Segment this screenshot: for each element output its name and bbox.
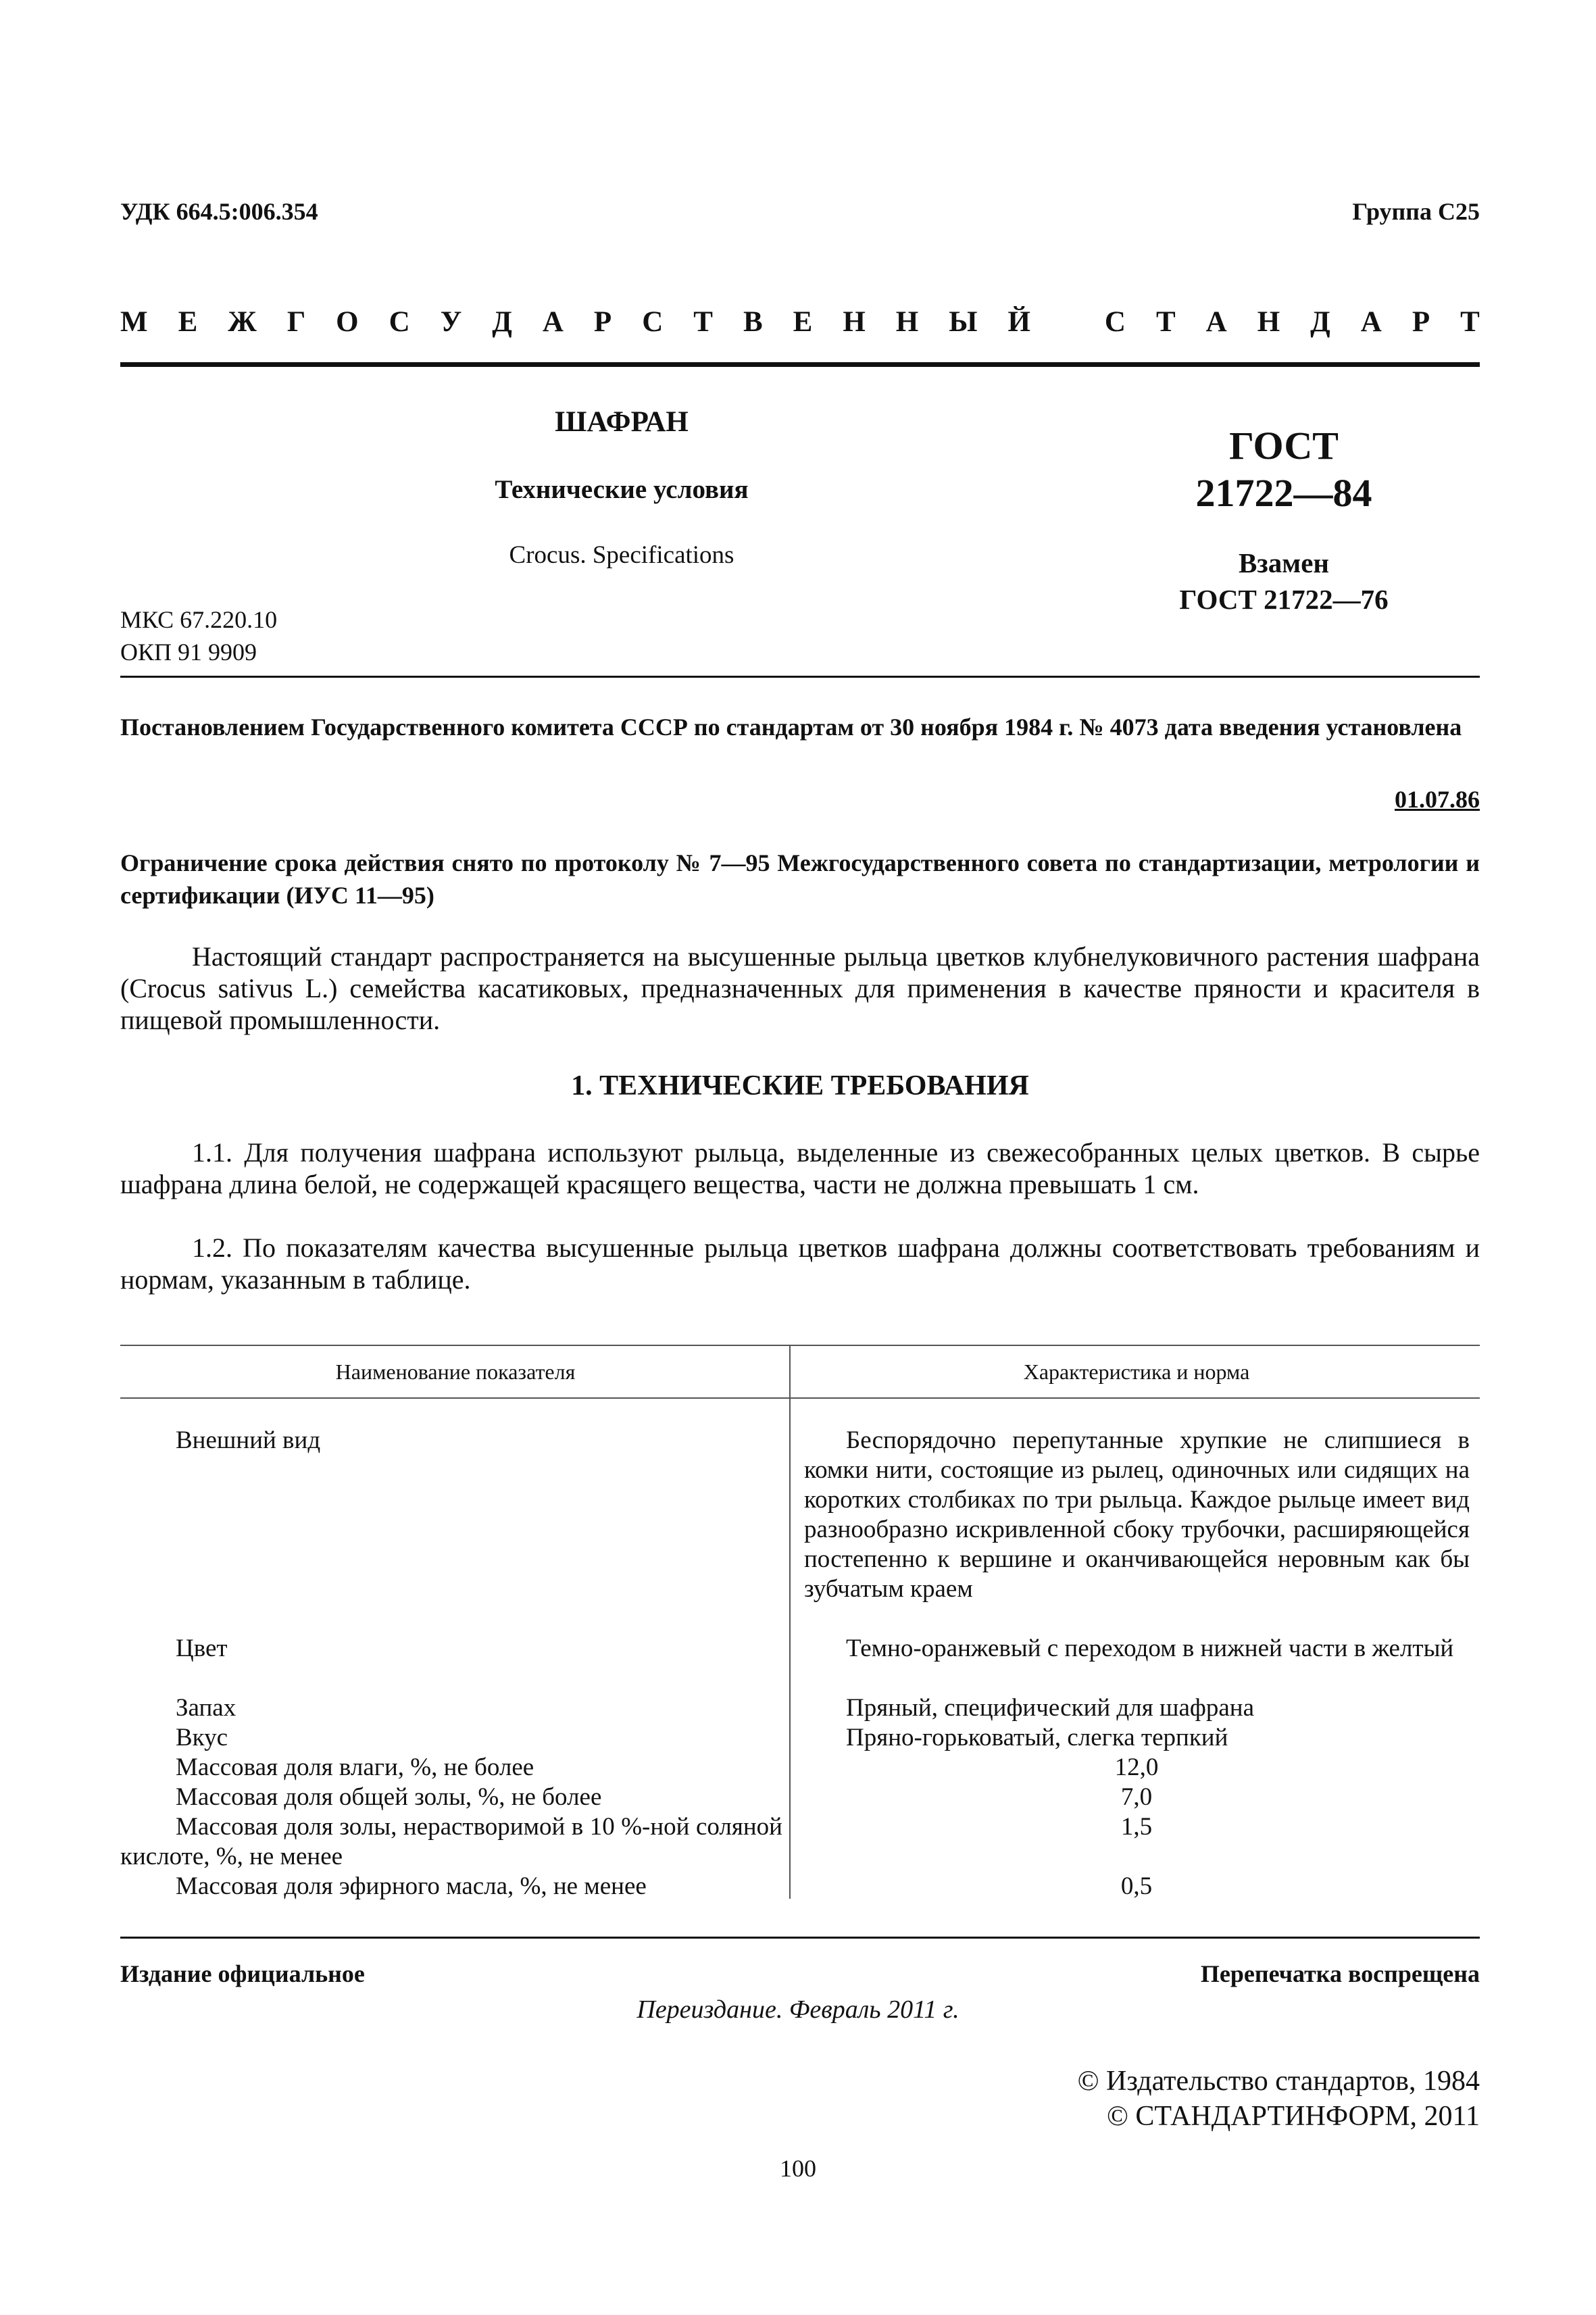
banner-letter: М	[120, 306, 148, 338]
table-row-value: Беспорядочно перепутанные хрупкие не слипшиеся в комки нити, состоящие из рылец, одиночных или сидящих на коротких столбиках по три рыльца. Каждое рыльце имеет вид разнообразно искривленной сбоку трубочки, расширяющейся постепенно к вершине и оканчивающейся неровным как бы зубчатым краем	[804, 1426, 1470, 1603]
table-header-value: Характеристика и норма	[1023, 1360, 1250, 1384]
table-header-rule	[120, 1397, 1480, 1399]
banner-letter: Р	[1412, 306, 1430, 338]
banner-word-gap	[1061, 305, 1074, 339]
banner-letter: О	[336, 306, 359, 338]
standard-title: ШАФРАН	[555, 406, 689, 438]
banner-letter: Н	[843, 306, 866, 338]
banner-letter: У	[440, 306, 462, 338]
replaces-label: Взамен	[1238, 547, 1330, 578]
banner-letter: В	[743, 306, 763, 338]
page-number: 100	[780, 2155, 816, 2182]
table-row-name: Массовая доля эфирного масла, %, не менее	[176, 1872, 647, 1900]
introduction-date: 01.07.86	[1395, 786, 1480, 813]
table-header-name: Наименование показателя	[335, 1360, 576, 1384]
banner-letter: А	[1360, 306, 1382, 338]
decree-text: Постановлением Государственного комитета СССР по стандартам от 30 ноября 1984 г. № 4073 дата введения установлена	[120, 714, 1462, 741]
table-row-name: Цвет	[176, 1635, 228, 1662]
banner-letter: Ы	[949, 306, 978, 338]
table-row-value: 7,0	[1120, 1783, 1153, 1811]
banner-letter: Д	[1310, 306, 1330, 338]
intro-paragraph: Настоящий стандарт распространяется на высушенные рыльца цветков клубнелуковичного растения шафрана (Crocus sativus L.) семейства касатиковых, предназначенных для применения в качестве пряности и красителя в пищевой промышленности.	[120, 941, 1480, 1035]
banner-letter: Г	[286, 306, 306, 338]
udk-code: УДК 664.5:006.354	[120, 198, 318, 225]
table-row-name: Запах	[176, 1694, 236, 1722]
group-code: Группа С25	[1352, 198, 1480, 225]
banner-letter: Ж	[228, 306, 257, 338]
banner-letter: С	[1104, 306, 1126, 338]
mks-code: МКС 67.220.10	[120, 606, 278, 633]
standard-banner	[120, 305, 1480, 339]
section-title: 1. ТЕХНИЧЕСКИЕ ТРЕБОВАНИЯ	[571, 1070, 1029, 1101]
table-row-value: 12,0	[1114, 1753, 1159, 1781]
banner-letter: Н	[895, 306, 919, 338]
gost-number: 21722—84	[1195, 471, 1372, 515]
reissue-note: Переиздание. Февраль 2011 г.	[637, 1995, 959, 2024]
gost-label: ГОСТ	[1229, 424, 1339, 468]
banner-letter: С	[389, 306, 410, 338]
table-top-rule	[120, 1345, 1480, 1346]
table-row-value: Пряно-горьковатый, слегка терпкий	[846, 1724, 1228, 1751]
okp-code: ОКП 91 9909	[120, 639, 257, 666]
table-row-name: Массовая доля золы, нерастворимой в 10 %-ной соляной кислоте, %, не менее	[120, 1813, 782, 1870]
table-row-value: Темно-оранжевый с переходом в нижней части в желтый	[846, 1635, 1454, 1662]
table-row-value: 0,5	[1120, 1872, 1153, 1900]
footer-rule	[120, 1937, 1480, 1939]
table-row-name: Массовая доля влаги, %, не более	[176, 1753, 534, 1781]
table-row-value: 1,5	[1120, 1813, 1153, 1841]
official-edition: Издание официальное	[120, 1960, 365, 1987]
banner-letter: Е	[793, 306, 813, 338]
banner-rule	[120, 362, 1480, 367]
banner-letter: С	[642, 306, 664, 338]
banner-letter: Н	[1257, 306, 1280, 338]
standard-title-en: Crocus. Specifications	[509, 541, 734, 569]
clause-1-1: 1.1. Для получения шафрана используют рыльца, выделенные из свежесобранных целых цветков. В сырье шафрана длина белой, не содержащей красящего вещества, части не должна превышать 1 см.	[120, 1137, 1480, 1199]
copyright-line-1: © Издательство стандартов, 1984	[1077, 2066, 1480, 2097]
clause-1-2: 1.2. По показателям качества высушенные рыльца цветков шафрана должны соответствовать требованиям и нормам, указанным в таблице.	[120, 1233, 1480, 1295]
banner-letter: Т	[1155, 306, 1176, 338]
reprint-notice: Перепечатка воспрещена	[1200, 1960, 1480, 1987]
banner-letter: Й	[1007, 306, 1030, 338]
classification-codes	[120, 603, 277, 668]
banner-letter: Р	[593, 306, 612, 338]
limitation-note: Ограничение срока действия снято по протоколу № 7—95 Межгосударственного совета по стандартизации, метрологии и сертификации (ИУС 11—95)	[120, 849, 1480, 909]
banner-letter: Т	[1460, 306, 1480, 338]
replaces-block	[1142, 545, 1426, 618]
table-column-divider	[789, 1345, 791, 1899]
banner-letter: А	[542, 306, 564, 338]
table-row-name: Внешний вид	[176, 1426, 321, 1454]
table-row-name: Вкус	[176, 1724, 228, 1751]
title-rule	[120, 676, 1480, 678]
banner-letter: Т	[693, 306, 713, 338]
copyright-line-2: © СТАНДАРТИНФОРМ, 2011	[1107, 2101, 1480, 2132]
banner-letter: Е	[178, 306, 198, 338]
banner-letter: А	[1205, 306, 1227, 338]
replaces-value: ГОСТ 21722—76	[1179, 584, 1389, 615]
gost-designation	[1142, 422, 1426, 517]
table-row-name: Массовая доля общей золы, %, не более	[176, 1783, 602, 1811]
table-row-value: Пряный, специфический для шафрана	[846, 1694, 1255, 1722]
banner-letter: Д	[492, 306, 512, 338]
standard-subtitle: Технические условия	[495, 475, 749, 504]
